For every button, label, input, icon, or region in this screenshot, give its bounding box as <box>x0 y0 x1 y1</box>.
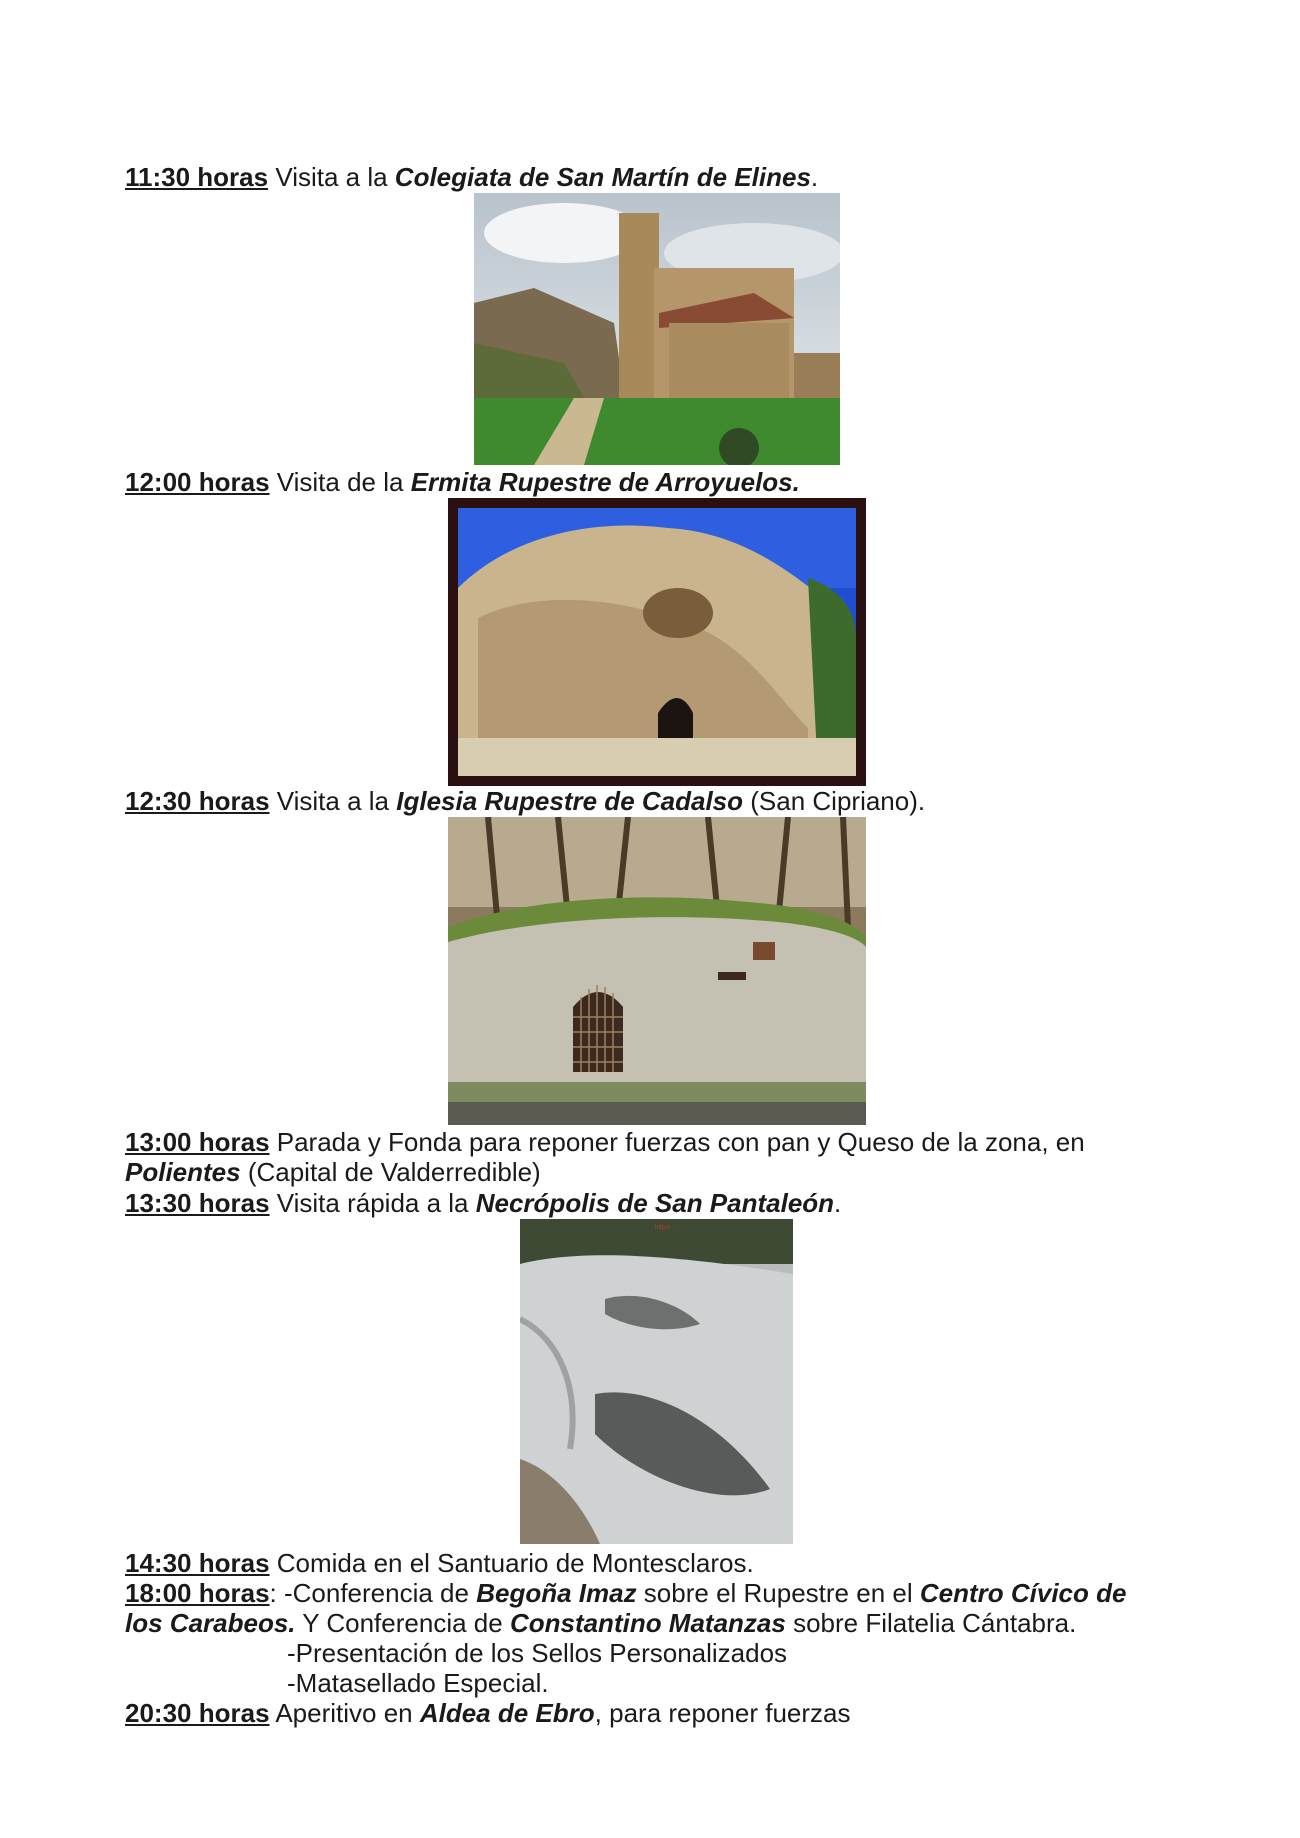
item-text: Y Conferencia de <box>295 1608 510 1638</box>
item-text: sobre el Rupestre en el <box>636 1578 920 1608</box>
item-text: : -Conferencia de <box>269 1578 477 1608</box>
speaker-name: Constantino Matanzas <box>509 1608 786 1638</box>
schedule-item-1200 <box>125 467 800 497</box>
schedule-item-1800-cont <box>125 1608 1076 1638</box>
item-text: (San Cipriano). <box>743 786 926 816</box>
item-text: Aperitivo en <box>269 1698 420 1728</box>
time-label: 18:00 horas <box>125 1578 270 1608</box>
schedule-item-2030 <box>125 1698 850 1728</box>
schedule-item-1300-cont <box>125 1157 541 1187</box>
place-name: Aldea de Ebro <box>419 1698 595 1728</box>
subitem-text: -Matasellado Especial. <box>287 1668 549 1698</box>
item-text: sobre Filatelia Cántabra. <box>785 1608 1077 1638</box>
photo-iglesia-cadalso <box>448 817 866 1125</box>
time-label: 11:30 horas <box>125 162 269 192</box>
time-label: 13:30 horas <box>125 1188 270 1218</box>
schedule-item-1330 <box>125 1188 841 1218</box>
place-name: Necrópolis de San Pantaleón <box>475 1188 835 1218</box>
time-label: 13:00 horas <box>125 1127 270 1157</box>
schedule-item-1130 <box>125 162 818 192</box>
schedule-subitem <box>287 1668 549 1698</box>
place-name: Iglesia Rupestre de Cadalso <box>396 786 744 816</box>
place-name: Polientes <box>125 1157 241 1187</box>
item-text: . <box>834 1188 842 1218</box>
item-text: Visita de la <box>269 467 411 497</box>
item-text: Visita a la <box>268 162 395 192</box>
item-text: Visita rápida a la <box>269 1188 476 1218</box>
item-text: , para reponer fuerzas <box>594 1698 851 1728</box>
place-name: Ermita Rupestre de Arroyuelos. <box>410 467 800 497</box>
schedule-item-1230 <box>125 786 925 816</box>
time-label: 14:30 horas <box>125 1548 270 1578</box>
item-text: Comida en el Santuario de Montesclaros. <box>269 1548 754 1578</box>
place-name: Centro Cívico de <box>919 1578 1127 1608</box>
subitem-text: -Presentación de los Sellos Personalizados <box>287 1638 788 1668</box>
photo-necropolis-san-pantaleon <box>520 1219 793 1544</box>
speaker-name: Begoña Imaz <box>476 1578 637 1608</box>
item-text: Visita a la <box>269 786 397 816</box>
item-text: Parada y Fonda para reponer fuerzas con pan y Queso de la zona, en <box>269 1127 1085 1157</box>
item-text: . <box>810 162 819 192</box>
photo-ermita-arroyuelos <box>448 498 866 786</box>
place-name: Colegiata de San Martín de Elines <box>394 162 811 192</box>
time-label: 12:00 horas <box>125 467 270 497</box>
time-label: 20:30 horas <box>125 1698 270 1728</box>
schedule-item-1800 <box>125 1578 1126 1608</box>
item-text: (Capital de Valderredible) <box>240 1157 541 1187</box>
photo-colegiata-san-martin <box>474 193 840 465</box>
schedule-item-1300 <box>125 1127 1085 1157</box>
schedule-subitem <box>287 1638 787 1668</box>
time-label: 12:30 horas <box>125 786 270 816</box>
place-name: los Carabeos. <box>125 1608 296 1638</box>
watermark-text: http://... <box>655 1225 676 1231</box>
schedule-item-1430 <box>125 1548 754 1578</box>
